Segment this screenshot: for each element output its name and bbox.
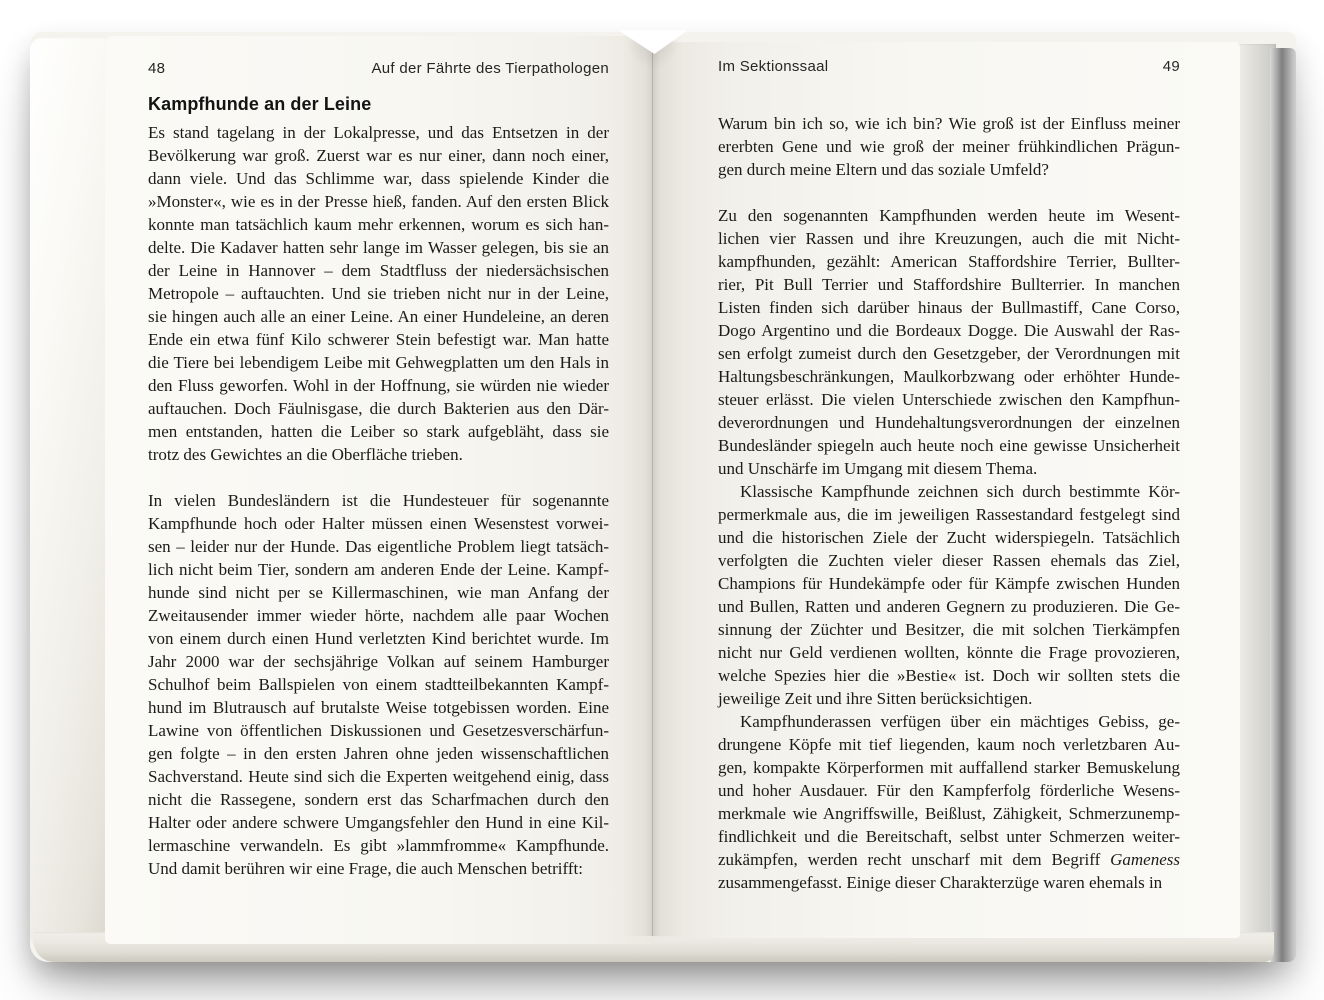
text-line: Klassische Kampfhunde zeichnen sich durch bestimmte Kör- <box>740 482 1180 501</box>
right-page-body <box>718 112 1180 894</box>
text-line: die Tiere bei lebendigem Leibe mit Gehwegplatten um den Hals in <box>148 353 609 372</box>
text-line: und Bullen, Ratten und anderen Gegnern zu produzieren. Die Ge- <box>718 597 1180 616</box>
text-line: findlichkeit und die Bereitschaft, selbst unter Schmerzen weiter- <box>718 827 1180 846</box>
section-heading: Kampfhunde an der Leine <box>148 94 372 114</box>
text-line: sie hingen auch alle an einer Leine. An einer Hundeleine, an deren <box>148 307 609 326</box>
text-line: Halter oder andere schwere Umgangsfehler den Hund in eine Kil- <box>148 813 609 832</box>
page-number-right: 49 <box>1162 58 1180 75</box>
left-page-body <box>148 121 609 880</box>
text-line: zukämpfen, werden recht unscharf mit dem Begriff Gameness <box>718 850 1180 869</box>
text-line: Lawine von öffentlichen Diskussionen und Gesetzesverschärfun- <box>148 721 609 740</box>
right-page-header <box>718 58 1180 75</box>
paragraph <box>718 112 1180 181</box>
text-line: und hoher Ausdauer. Für den Kampferfolg förderliche Wesens- <box>718 781 1180 800</box>
text-line: gen durch meine Eltern und das soziale Umfeld? <box>718 160 1049 179</box>
text-line: zusammengefasst. Einige dieser Charakterzüge waren ehemals in <box>718 873 1163 892</box>
paragraph <box>148 489 609 880</box>
text-line: welche Spezies hier die »Bestie« ist. Doch wir sollten stets die <box>718 666 1180 685</box>
text-line: Listen finden sich darüber hinaus der Bullmastiff, Cane Corso, <box>718 298 1180 317</box>
text-line: lermaschine verwandeln. Es gibt »lammfromme« Kampfhunde. <box>148 836 609 855</box>
text-line: kampfhunden, gezählt: American Staffordshire Terrier, Bullter- <box>718 252 1180 271</box>
text-line: Und damit berühren wir eine Frage, die auch Menschen betrifft: <box>148 859 583 878</box>
text-line: Kampfhunde hoch oder Halter müssen einen Wesenstest vorwei- <box>148 514 609 533</box>
text-line: dann viele. Und das Schlimme war, dass spielende Kinder die <box>148 169 609 188</box>
running-head-left: Auf der Fährte des Tierpathologen <box>371 60 609 77</box>
text-line: verfolgten die Zuchten vieler dieser Rassen ehemals das Ziel, <box>718 551 1180 570</box>
paragraph <box>148 121 609 466</box>
text-line: hunde sind nicht per se Killermaschinen, wie man Anfang der <box>148 583 609 602</box>
text-line: nicht nur Geld verdienen wollten, könnte die Frage provozieren, <box>718 643 1180 662</box>
text-line: Zu den sogenannten Kampfhunden werden heute im Wesent- <box>718 206 1180 225</box>
paragraph <box>718 204 1180 480</box>
text-line: men entstanden, hatten die Leiber so stark aufgebläht, dass sie <box>148 422 609 441</box>
text-line: und die historischen Ziele der Zucht widerspiegeln. Tatsächlich <box>718 528 1180 547</box>
text-line: Ende ein etwa fünf Kilo schwerer Stein befestigt war. Man hatte <box>148 330 609 349</box>
right-page <box>652 42 1240 938</box>
text-line: und Unschärfe im Umgang mit diesem Thema. <box>718 459 1038 478</box>
text-line: gen, kompakte Körperformen mit auffallend starker Bemuskelung <box>718 758 1180 777</box>
running-head-right: Im Sektionssaal <box>718 58 829 75</box>
text-line: Zweitausender immer wieder hörte, nachdem alle paar Wochen <box>148 606 609 625</box>
page-number-left: 48 <box>148 60 166 77</box>
left-page-stack-edge <box>30 38 110 954</box>
text-line: lich nicht beim Tier, sondern am anderen Ende der Leine. Kampf- <box>148 560 609 579</box>
text-line: Jahr 2000 war der sechsjährige Volkan auf seinem Hamburger <box>148 652 609 671</box>
paragraph <box>718 710 1180 894</box>
text-line: permerkmale aus, die im jeweiligen Rassestandard festgelegt sind <box>718 505 1180 524</box>
text-line: den Fluss geworfen. Wohl in der Hoffnung, sie würden nie wieder <box>148 376 609 395</box>
text-line: sen – leider nur der Hunde. Das eigentliche Problem liegt tatsäch- <box>148 537 609 556</box>
open-book <box>30 32 1296 962</box>
text-line: steuer erlässt. Die vielen Unterschiede zwischen den Kampfhun- <box>718 390 1180 409</box>
text-line: Haltungsbeschränkungen, Maulkorbzwang oder erhöhter Hunde- <box>718 367 1180 386</box>
text-line: Warum bin ich so, wie ich bin? Wie groß ist der Einfluss meiner <box>718 114 1180 133</box>
text-line: rier, Pit Bull Terrier und Staffordshire Bullterrier. In manchen <box>718 275 1180 294</box>
text-line: merkmale wie Angriffswille, Beißlust, Zähigkeit, Schmerzunemp- <box>718 804 1180 823</box>
text-line: In vielen Bundesländern ist die Hundesteuer für sogenannte <box>148 491 609 510</box>
left-page <box>105 36 655 944</box>
text-line: Schulhof beim Ballspielen von einem stadtteilbekannten Kampf- <box>148 675 609 694</box>
text-line: deverordnungen und Hundehaltungsverordnungen der einzelnen <box>718 413 1180 432</box>
text-line: konnte man tatsächlich kaum mehr erkennen, worum es sich han- <box>148 215 609 234</box>
text-line: lichen vier Rassen und ihre Kreuzungen, auch die mit Nicht- <box>718 229 1180 248</box>
text-line: »Monster«, wie es in der Presse hieß, fanden. Auf den ersten Blick <box>148 192 609 211</box>
book-cover-edge <box>1270 48 1296 962</box>
text-line: Champions für Hundekämpfe oder für Kämpfe zwischen Hunden <box>718 574 1180 593</box>
text-line: Dogo Argentino und die Bordeaux Dogge. Die Auswahl der Ras- <box>718 321 1180 340</box>
text-line: trotz des Gewichtes an die Oberfläche trieben. <box>148 445 463 464</box>
text-line: Sachverstand. Heute sind sich die Experten weitgehend einig, dass <box>148 767 609 786</box>
text-line: ererbten Gene und wie groß der meiner frühkindlichen Prägun- <box>718 137 1180 156</box>
text-line: Bevölkerung war groß. Zuerst war es nur einer, dann noch einer, <box>148 146 609 165</box>
paragraph <box>718 480 1180 710</box>
text-line: auftauchen. Doch Fäulnisgase, die durch Bakterien aus den Där- <box>148 399 609 418</box>
text-line: nicht die Rassegene, sondern erst das Scharfmachen durch den <box>148 790 609 809</box>
text-line: der Leine in Hannover – dem Stadtfluss der niedersächsischen <box>148 261 609 280</box>
text-line: Kampfhunderassen verfügen über ein mächtiges Gebiss, ge- <box>740 712 1180 731</box>
text-line: gen folgte – in den ersten Jahren ohne jeden wissenschaftlichen <box>148 744 609 763</box>
left-page-header <box>148 60 609 77</box>
text-line: hund im Blutrausch auf brutalste Weise totgebissen worden. Eine <box>148 698 609 717</box>
text-line: Bundesländer spiegeln auch heute noch eine gewisse Unsicherheit <box>718 436 1180 455</box>
text-line: delte. Die Kadaver hatten sehr lange im Wasser gelegen, bis sie an <box>148 238 609 257</box>
text-line: sinnung der Züchter und Besitzer, die mit solchen Tierkämpfen <box>718 620 1180 639</box>
text-line: von einem durch einen Hund verletzten Kind berichtet wurde. Im <box>148 629 609 648</box>
text-line: drungene Köpfe mit tief liegenden, kaum noch verletzbaren Au- <box>718 735 1180 754</box>
text-line: Es stand tagelang in der Lokalpresse, und das Entsetzen in der <box>148 123 609 142</box>
text-line: Metropole – auftauchten. Und sie trieben nicht nur in der Leine, <box>148 284 609 303</box>
text-line: jeweilige Zeit und ihre Sitten berücksichtigen. <box>718 689 1033 708</box>
text-line: sen erfolgt zumeist durch den Gesetzgeber, der Verordnungen mit <box>718 344 1180 363</box>
